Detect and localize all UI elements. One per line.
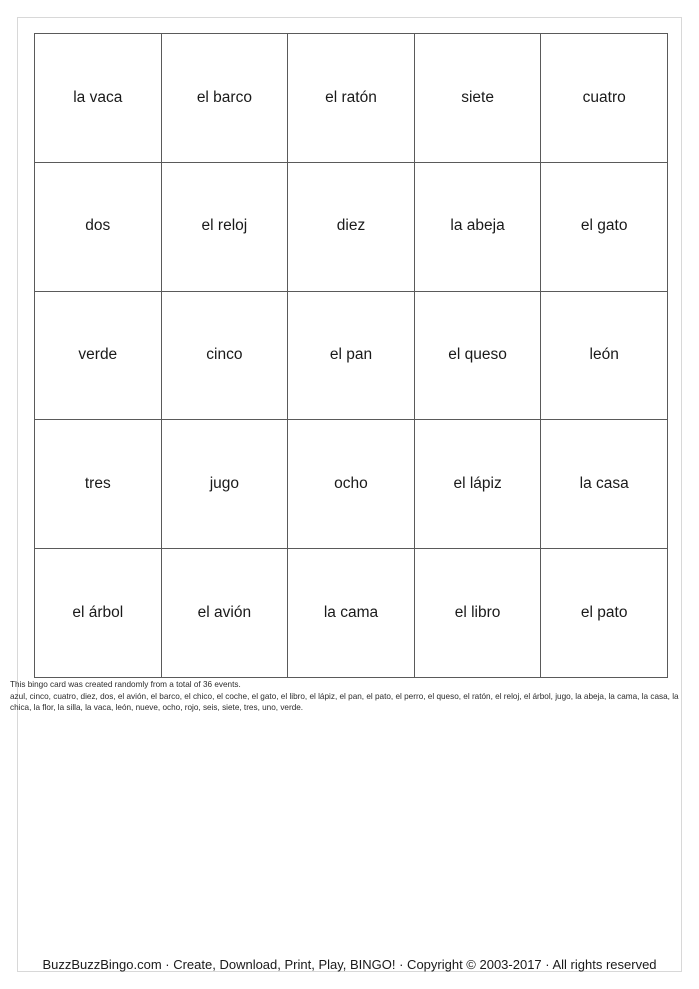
bingo-cell[interactable]: el pan (288, 291, 415, 420)
legend-intro: This bingo card was created randomly from a total of 36 events. (10, 680, 241, 689)
bingo-cell[interactable]: la vaca (35, 34, 162, 163)
bingo-cell[interactable]: diez (288, 162, 415, 291)
bingo-cell[interactable]: el gato (541, 162, 668, 291)
page-footer: BuzzBuzzBingo.com · Create, Download, Print, Play, BINGO! · Copyright © 2003-2017 · All rights reserved (42, 957, 657, 972)
bingo-cell[interactable]: el reloj (161, 162, 288, 291)
bingo-cell[interactable]: el ratón (288, 34, 415, 163)
bingo-cell[interactable]: el libro (414, 549, 541, 678)
legend (10, 679, 686, 713)
bingo-cell[interactable]: la casa (541, 420, 668, 549)
bingo-cell[interactable]: el lápiz (414, 420, 541, 549)
bingo-cell[interactable]: la abeja (414, 162, 541, 291)
bingo-row (35, 162, 668, 291)
bingo-cell[interactable]: siete (414, 34, 541, 163)
bingo-cell[interactable]: el queso (414, 291, 541, 420)
bingo-row (35, 291, 668, 420)
bingo-cell[interactable]: el barco (161, 34, 288, 163)
bingo-row (35, 34, 668, 163)
bingo-cell[interactable]: tres (35, 420, 162, 549)
bingo-grid (34, 33, 668, 678)
bingo-cell[interactable]: el árbol (35, 549, 162, 678)
bingo-cell[interactable]: el pato (541, 549, 668, 678)
bingo-cell[interactable]: cinco (161, 291, 288, 420)
bingo-cell[interactable]: león (541, 291, 668, 420)
bingo-card (34, 33, 668, 672)
bingo-cell[interactable]: la cama (288, 549, 415, 678)
bingo-cell[interactable]: jugo (161, 420, 288, 549)
bingo-cell[interactable]: el avión (161, 549, 288, 678)
bingo-cell[interactable]: cuatro (541, 34, 668, 163)
bingo-cell[interactable]: verde (35, 291, 162, 420)
bingo-cell[interactable]: ocho (288, 420, 415, 549)
bingo-cell[interactable]: dos (35, 162, 162, 291)
legend-event-list: azul, cinco, cuatro, diez, dos, el avión, el barco, el chico, el coche, el gato, el libro, el lápiz, el pan, el pato, el perro, el queso, el ratón, el reloj, el árbol, jugo, la abeja, la cama, la casa, la chica, la flor, la silla, la vaca, león, nueve, ocho, rojo, seis, siete, tres, uno, verde. (10, 692, 679, 712)
bingo-row (35, 420, 668, 549)
bingo-row (35, 549, 668, 678)
